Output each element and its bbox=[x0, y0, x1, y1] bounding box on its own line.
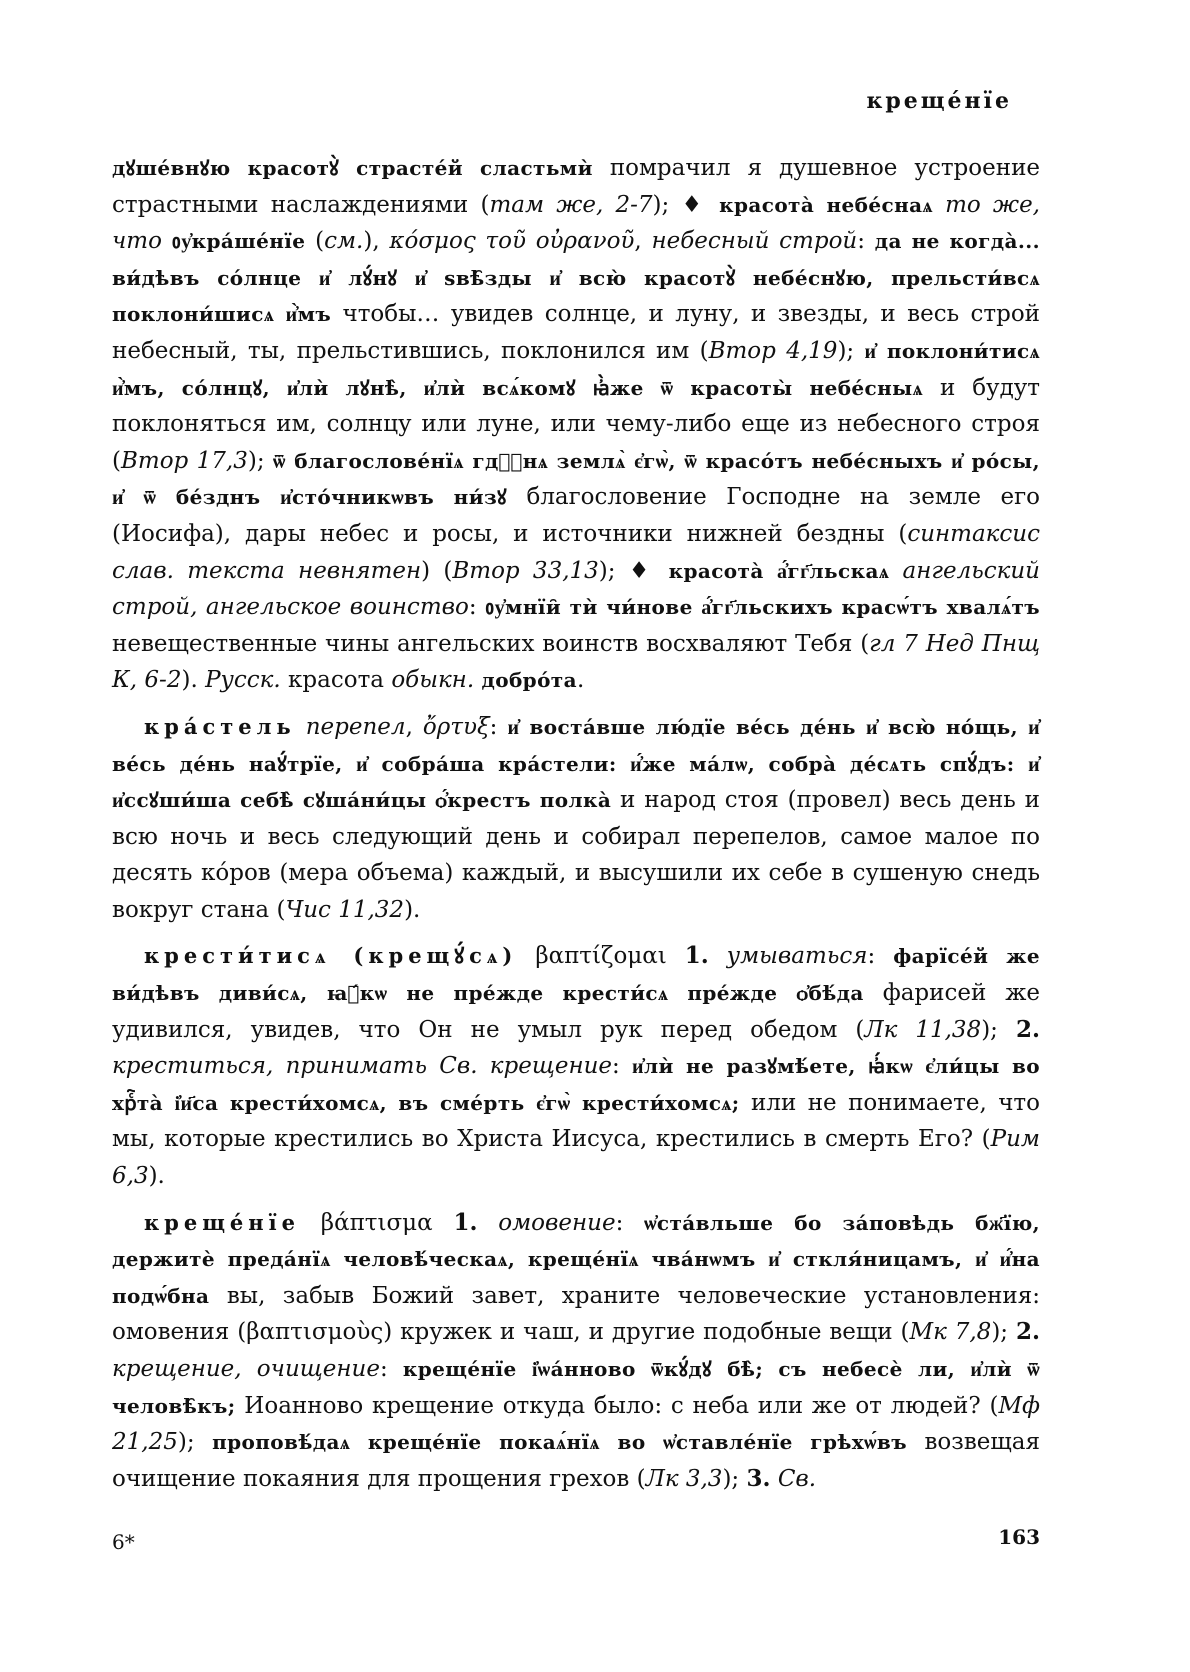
greek-equivalent: βαπτισμοὺς bbox=[246, 1319, 384, 1346]
entry-kreshchenie bbox=[112, 1205, 1040, 1498]
church-slavonic-text: дꙋшéвнꙋю красотꙋ̀ страстéй сластьмѝ bbox=[112, 156, 593, 180]
translation-text: ) кружек и чаш, и другие подобные вещи ( bbox=[383, 1319, 910, 1346]
italic-gloss: Лк 3,3 bbox=[645, 1465, 723, 1492]
translation-text: ); bbox=[177, 1429, 213, 1456]
translation-text: ) ( bbox=[421, 557, 453, 584]
translation-text: , bbox=[405, 713, 423, 740]
greek-equivalent: βαπτίζομαι bbox=[535, 943, 667, 970]
translation-text bbox=[433, 1210, 454, 1236]
church-slavonic-text: да не когдà... ви́дѣвъ сóлнце и҆ лꙋ́нꙋ и҆ ѕвѣ̑зды и҆ всю̀ красотꙋ̀ небéснꙋю, прельсти́всѧ поклони́шисѧ и҆̀мъ bbox=[112, 229, 1040, 327]
italic-gloss: Св. bbox=[770, 1465, 817, 1492]
italic-gloss: умываться bbox=[708, 943, 868, 970]
church-slavonic-text: ᲂу҆мнїи̑ тѝ чи́нове а҆́гг҃льскихъ красѡ́тъ хвалѧ́тъ bbox=[485, 595, 1040, 620]
italic-gloss: то же, что bbox=[112, 191, 1040, 255]
translation-text: ); bbox=[837, 337, 865, 364]
translation-text: ); bbox=[981, 1016, 1016, 1043]
church-slavonic-text: ѿ благословéнїѧ гдⷭ҇нѧ землѧ̀ є҆гѡ̀, ѿ красóтъ небéсныхъ и҆ ро́сы, и҆ ѿ бе́зднъ и҆сто́чникѡвъ ни́зꙋ bbox=[112, 448, 1040, 510]
italic-gloss: синтаксис слав. текста невнятен bbox=[112, 520, 1040, 584]
translation-text: красота bbox=[280, 667, 392, 694]
translation-text: : bbox=[468, 594, 486, 621]
italic-gloss: там же, 2-7 bbox=[489, 191, 653, 218]
italic-gloss: обыкн. bbox=[391, 667, 475, 694]
translation-text: ); bbox=[247, 447, 274, 474]
translation-text bbox=[667, 943, 685, 969]
church-slavonic-text: и҆лѝ не разꙋмѣ́ете, ꙗ҆́кѡ є҆ли́цы во хрⷭ҇тà і҆и҃са крести́хомсѧ, въ смéрть є҆гѡ̀ крести́хомсѧ; bbox=[112, 1054, 1040, 1115]
church-slavonic-text: красотà небéснаѧ bbox=[719, 192, 933, 217]
translation-text: ( bbox=[305, 228, 325, 255]
signature-mark: 6* bbox=[112, 1530, 135, 1554]
translation-text: ); ♦ bbox=[652, 191, 720, 218]
sense-number: 1. bbox=[453, 1208, 478, 1236]
translation-text bbox=[300, 1210, 321, 1236]
church-slavonic-text: ᲂу҆кра́шéнїе bbox=[171, 229, 306, 254]
church-slavonic-text: фарїсéй же ви́дѣвъ диви́сѧ, ꙗ҆́кѡ не пре́жде крести́сѧ пре́жде ѻ҆бѣ́да bbox=[112, 944, 1041, 1006]
sense-number: 1. bbox=[684, 942, 709, 970]
page-number: 163 bbox=[998, 1525, 1040, 1549]
italic-gloss: омовение bbox=[477, 1209, 616, 1236]
greek-equivalent: βάπτισμα bbox=[320, 1209, 433, 1236]
entry-krasota-continuation bbox=[112, 150, 1040, 699]
italic-gloss: Рим 6,3 bbox=[112, 1126, 1040, 1190]
italic-gloss: Втор 17,3 bbox=[120, 447, 248, 474]
translation-text: ); bbox=[722, 1465, 747, 1492]
translation-text: ). bbox=[148, 1163, 165, 1190]
italic-gloss: Втор 4,19 bbox=[708, 337, 838, 364]
church-slavonic-text: и҆ поклони́тисѧ и҆̀мъ, сóлнцꙋ, и҆лѝ лꙋнѣ̀, и҆лѝ всѧ́комꙋ ꙗ҆̀же ѿ красоты̀ небéсныѧ bbox=[112, 338, 1040, 400]
italic-gloss: см. bbox=[324, 228, 364, 255]
translation-text: ). bbox=[181, 667, 206, 694]
translation-text: или не понимаете, что мы, которые крестились во Христа Иисуса, крестились в смерть Его? ( bbox=[112, 1089, 1040, 1153]
translation-text bbox=[296, 714, 306, 740]
sense-number: 2. bbox=[1015, 1015, 1040, 1043]
translation-text: возвещая очищение покаяния для прощения грехов ( bbox=[112, 1429, 1040, 1492]
translation-text: помрачил я душевное устроение страстными наслаждениями ( bbox=[112, 155, 1041, 218]
headword: крести́тисѧ (крещꙋ́сѧ) bbox=[144, 943, 518, 969]
translation-text: Иоанново крещение откуда было: с неба или же от людей? ( bbox=[235, 1392, 999, 1419]
body-text bbox=[112, 150, 1040, 1507]
church-slavonic-text: и҆ востáвше лю́дїе вéсь дéнь и҆ всю̀ но́щь, и҆ вéсь дéнь наꙋ́трїе, и҆ собра́ша крáстели: и҆́же мáлѡ, собрà дéсѧть спꙋ́дъ: и҆ и҆ссꙋши́ша себѣ̀ сꙋша́ни́цы ѻ҆́крестъ полкà bbox=[112, 714, 1041, 813]
church-slavonic-text: ѡ҆ста́вльше бо за́повѣдь бж҃їю, держитѐ предáнїѧ человѣ́ческаѧ, крещéнїѧ чва́нѡмъ и҆ сткля́ницамъ, и҆ и҆́на подѡ́бна bbox=[112, 1210, 1041, 1308]
translation-text: : bbox=[867, 943, 894, 970]
headword: крáстель bbox=[144, 713, 296, 739]
italic-gloss: Чис 11,32 bbox=[285, 896, 405, 923]
translation-text: и народ стоя (провел) весь день и всю ночь и весь следующий день и собирал перепелов, самое малое по десять кóров (мера объема) каждый, и высушили их себе в сушеную снедь вокруг стана ( bbox=[112, 787, 1040, 923]
translation-text: : bbox=[615, 1209, 645, 1236]
church-slavonic-text: красотà а҆́гг҃льскаѧ bbox=[668, 558, 890, 583]
church-slavonic-text: добрóта bbox=[481, 668, 577, 693]
translation-text: ); bbox=[991, 1319, 1016, 1346]
greek-equivalent: κόσμος τοῦ οὐρανοῦ bbox=[389, 228, 635, 255]
entry-krestitisia bbox=[112, 938, 1040, 1194]
sense-number: 2. bbox=[1015, 1318, 1040, 1346]
italic-gloss: перепел bbox=[305, 713, 406, 740]
translation-text: ), bbox=[363, 228, 390, 255]
church-slavonic-text: проповѣ́даѧ крещéнїе покаѧ́нїѧ во ѡ҆ставлéнїе грѣхѡ́въ bbox=[212, 1430, 907, 1455]
translation-text: благословение Господне на земле его (Иосифа), дары небес и росы, и источники нижней бездны ( bbox=[112, 484, 1040, 547]
sense-number: 3. bbox=[746, 1464, 771, 1492]
italic-gloss: ангельский строй, ангельское воинство bbox=[112, 557, 1040, 621]
translation-text: фарисей же удивился, увидев, что Он не умыл рук перед обедом ( bbox=[112, 980, 1041, 1043]
translation-text: : bbox=[857, 228, 875, 255]
translation-text: вы, забыв Божий завет, храните человеческие установления: омовения ( bbox=[112, 1282, 1040, 1346]
italic-gloss: Втор 33,13 bbox=[452, 557, 599, 584]
italic-gloss: крещение, очищение bbox=[112, 1356, 380, 1382]
italic-gloss: креститься, принимать Св. крещение bbox=[112, 1053, 613, 1080]
translation-text: , bbox=[634, 228, 652, 255]
translation-text: ). bbox=[404, 896, 421, 923]
greek-equivalent: ὄρτυξ bbox=[422, 713, 490, 740]
italic-gloss: Мф 21,25 bbox=[112, 1392, 1040, 1456]
translation-text: . bbox=[576, 667, 585, 694]
entry-krastel bbox=[112, 709, 1040, 929]
italic-gloss: Мк 7,8 bbox=[909, 1319, 992, 1346]
headword: крещéнїе bbox=[144, 1209, 301, 1235]
translation-text: чтобы… увидев солнце, и луну, и звезды, и весь строй небесный, ты, прельстившись, поклонился им ( bbox=[112, 301, 1040, 364]
translation-text bbox=[517, 943, 535, 969]
italic-gloss: небесный строй bbox=[651, 228, 858, 255]
translation-text: невещественные чины ангельских воинств восхваляют Тебя ( bbox=[112, 630, 870, 657]
translation-text: : bbox=[379, 1356, 403, 1382]
translation-text: ); ♦ bbox=[598, 557, 669, 584]
italic-gloss: гл 7 Нед Пнщ К, 6-2 bbox=[112, 630, 1040, 694]
translation-text: и будут поклоняться им, солнцу или луне, или чему-либо еще из небесного строя ( bbox=[112, 374, 1041, 474]
translation-text: : bbox=[489, 713, 508, 740]
running-head: крещéнїе bbox=[866, 88, 1012, 114]
translation-text: : bbox=[612, 1053, 633, 1080]
italic-gloss: Лк 11,38 bbox=[864, 1016, 982, 1043]
italic-gloss: Русск. bbox=[205, 667, 281, 694]
church-slavonic-text: крещéнїе і҆ѡа́нново ѿкꙋ́дꙋ бѣ̀; съ небесѐ ли, и҆лѝ ѿ человѣ̑къ; bbox=[112, 1357, 1041, 1418]
